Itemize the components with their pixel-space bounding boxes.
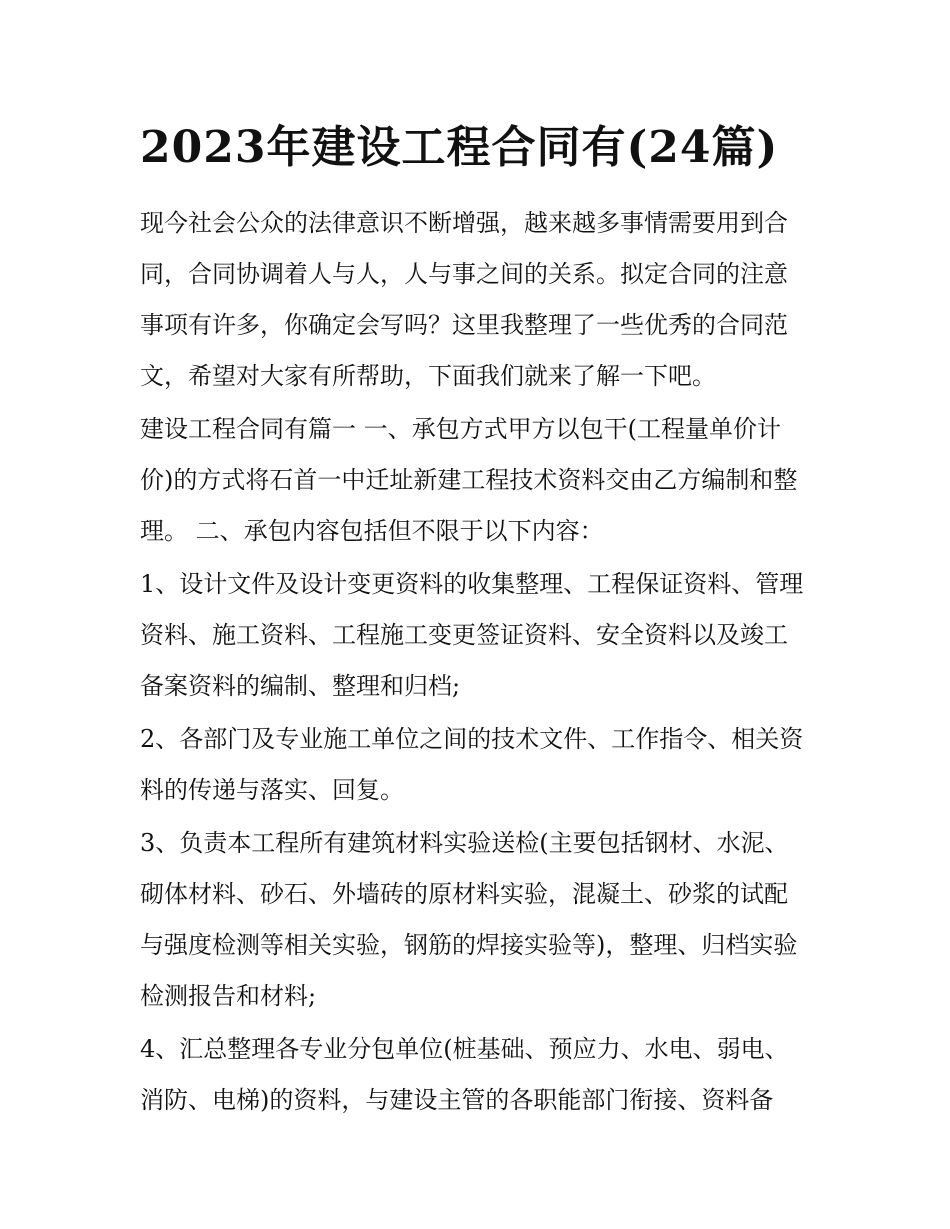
document-title: 2023年建设工程合同有(24篇) <box>140 122 779 173</box>
content-item-1: 1、设计文件及设计变更资料的收集整理、工程保证资料、管理资料、施工资料、工程施工变更签证资料、安全资料以及竣工备案资料的编制、整理和归档; <box>140 570 804 700</box>
content-item-4: 4、汇总整理各专业分包单位(桩基础、预应力、水电、弱电、消防、电梯)的资料，与建设主管的各职能部门衔接、资料备 <box>140 1035 789 1114</box>
intro-paragraph: 现今社会公众的法律意识不断增强，越来越多事情需要用到合同，合同协调着人与人，人与事之间的关系。拟定合同的注意事项有许多，你确定会写吗？这里我整理了一些优秀的合同范文，希望对大家有所帮助，下面我们就来了解一下吧。 <box>140 209 788 390</box>
content-item-3: 3、负责本工程所有建筑材料实验送检(主要包括钢材、水泥、砌体材料、砂石、外墙砖的原材料实验，混凝土、砂浆的试配与强度检测等相关实验，钢筋的焊接实验等)，整理、归档实验检测报告和材料; <box>140 829 798 1010</box>
document-body <box>140 198 810 1128</box>
content-item-2: 2、各部门及专业施工单位之间的技术文件、工作指令、相关资料的传递与落实、回复。 <box>140 725 804 804</box>
contract-section-1-paragraph: 建设工程合同有篇一 一、承包方式甲方以包干(工程量单价计价)的方式将石首一中迁址新建工程技术资料交由乙方编制和整理。 二、承包内容包括但不限于以下内容： <box>140 415 798 545</box>
